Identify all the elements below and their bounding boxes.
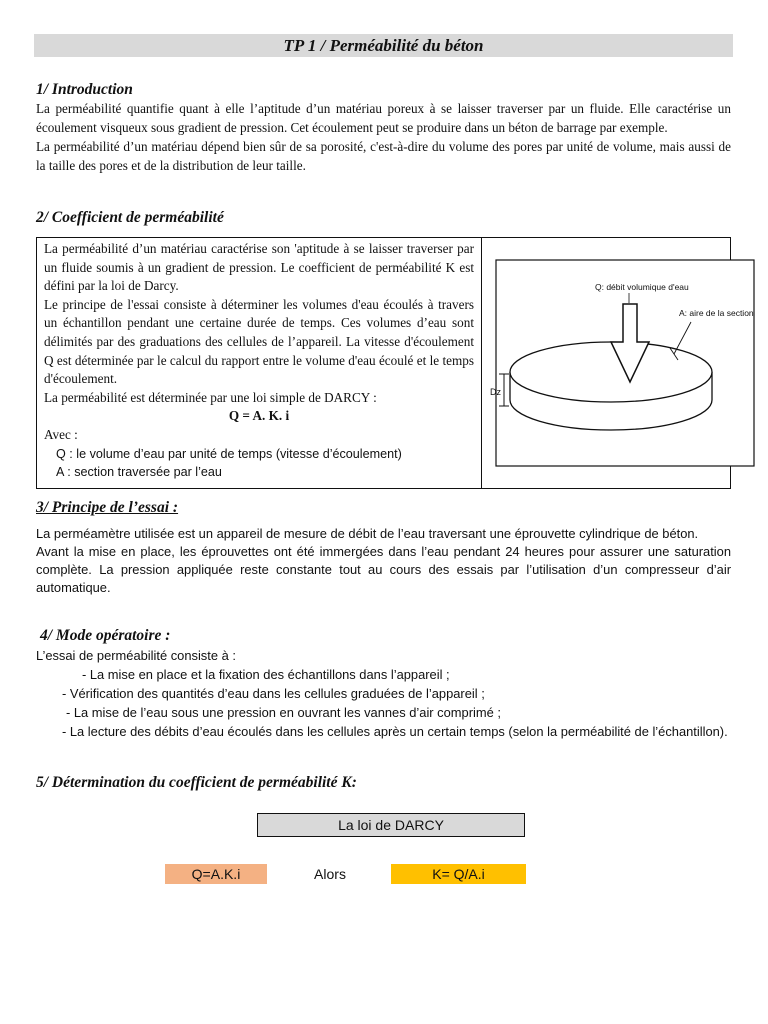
coef-paragraph-1: La perméabilité d’un matériau caractérise son 'aptitude à se laisser traverser par un fluide soumis à un gradient de pression. Le coefficient de perméabilité K est défini par la loi de Darcy. [44, 241, 474, 294]
heading-mode-operatoire: 4/ Mode opératoire : [40, 627, 171, 644]
list-item: - La mise de l’eau sous une pression en ouvrant les vannes d’air comprimé ; [66, 705, 501, 720]
page-title: TP 1 / Perméabilité du béton [34, 34, 733, 57]
equation-k: K= Q/A.i [391, 864, 526, 884]
heading-introduction: 1/ Introduction [36, 81, 133, 98]
definition-a: A : section traversée par l’eau [56, 465, 222, 480]
heading-principe: 3/ Principe de l’essai : [36, 499, 179, 516]
heading-determination: 5/ Détermination du coefficient de perméabilité K: [36, 774, 357, 791]
list-item: - La mise en place et la fixation des échantillons dans l’appareil ; [82, 667, 450, 682]
label-q: Q: débit volumique d'eau [595, 282, 689, 292]
coefficient-text [44, 240, 474, 482]
label-dz: Dz [490, 387, 501, 397]
mode-intro: L’essai de perméabilité consiste à : [36, 648, 236, 663]
mode-operatoire-list [36, 646, 731, 741]
avec-label: Avec : [44, 426, 78, 442]
coefficient-box [36, 237, 754, 489]
darcy-formula: Q = A. K. i [228, 408, 290, 424]
alors-label: Alors [314, 866, 346, 882]
list-item: - La lecture des débits d’eau écoulés dans les cellules après un certain temps (selon la perméabilité de l’échantillon). [62, 724, 728, 739]
darcy-law-title: La loi de DARCY [257, 813, 525, 837]
introduction-text [36, 99, 731, 175]
principe-text [36, 525, 731, 597]
coef-paragraph-2: Le principe de l'essai consiste à déterminer les volumes d'eau écoulés à travers un échantillon pendant une certaine durée de temps. Ces volumes d’eau sont délimités par des graduations des cellules de l’appareil. La vitesse d'écoulement Q est déterminée par le calcul du rapport entre le volume d'eau écoulé et le temps d'écoulement. [44, 296, 474, 387]
specimen-diagram [492, 250, 762, 476]
box-divider [481, 238, 482, 488]
list-item: - Vérification des quantités d’eau dans les cellules graduées de l’appareil ; [62, 686, 485, 701]
principe-paragraph-1: La perméamètre utilisée est un appareil de mesure de débit de l’eau traversant une éprouvette cylindrique de béton. [36, 526, 699, 541]
intro-paragraph-1: La perméabilité quantifie quant à elle l’aptitude d’un matériau poreux à se laisser traverser par un fluide. Elle caractérise un écoulement visqueux sous gradient de pression. Cet écoulement peut se produire dans un béton de barrage par exemple. [36, 101, 731, 135]
equation-q: Q=A.K.i [165, 864, 267, 884]
intro-paragraph-2: La perméabilité d’un matériau dépend bien sûr de sa porosité, c'est-à-dire du volume des pores par unité de volume, mais aussi de la taille des pores et de la distribution de leur taille. [36, 139, 731, 173]
coef-paragraph-3: La perméabilité est déterminée par une loi simple de DARCY : [44, 389, 377, 405]
heading-coefficient: 2/ Coefficient de perméabilité [36, 209, 224, 226]
label-a: A: aire de la section [679, 308, 754, 318]
cylinder-top [510, 342, 712, 402]
principe-paragraph-2: Avant la mise en place, les éprouvettes ont été immergées dans l’eau pendant 24 heures pour assurer une saturation complète. La pression appliquée reste constante tout au cours des essais par l’utilisation d’un compresseur d’air automatique. [36, 544, 731, 595]
definition-q: Q : le volume d’eau par unité de temps (vitesse d’écoulement) [56, 446, 402, 461]
